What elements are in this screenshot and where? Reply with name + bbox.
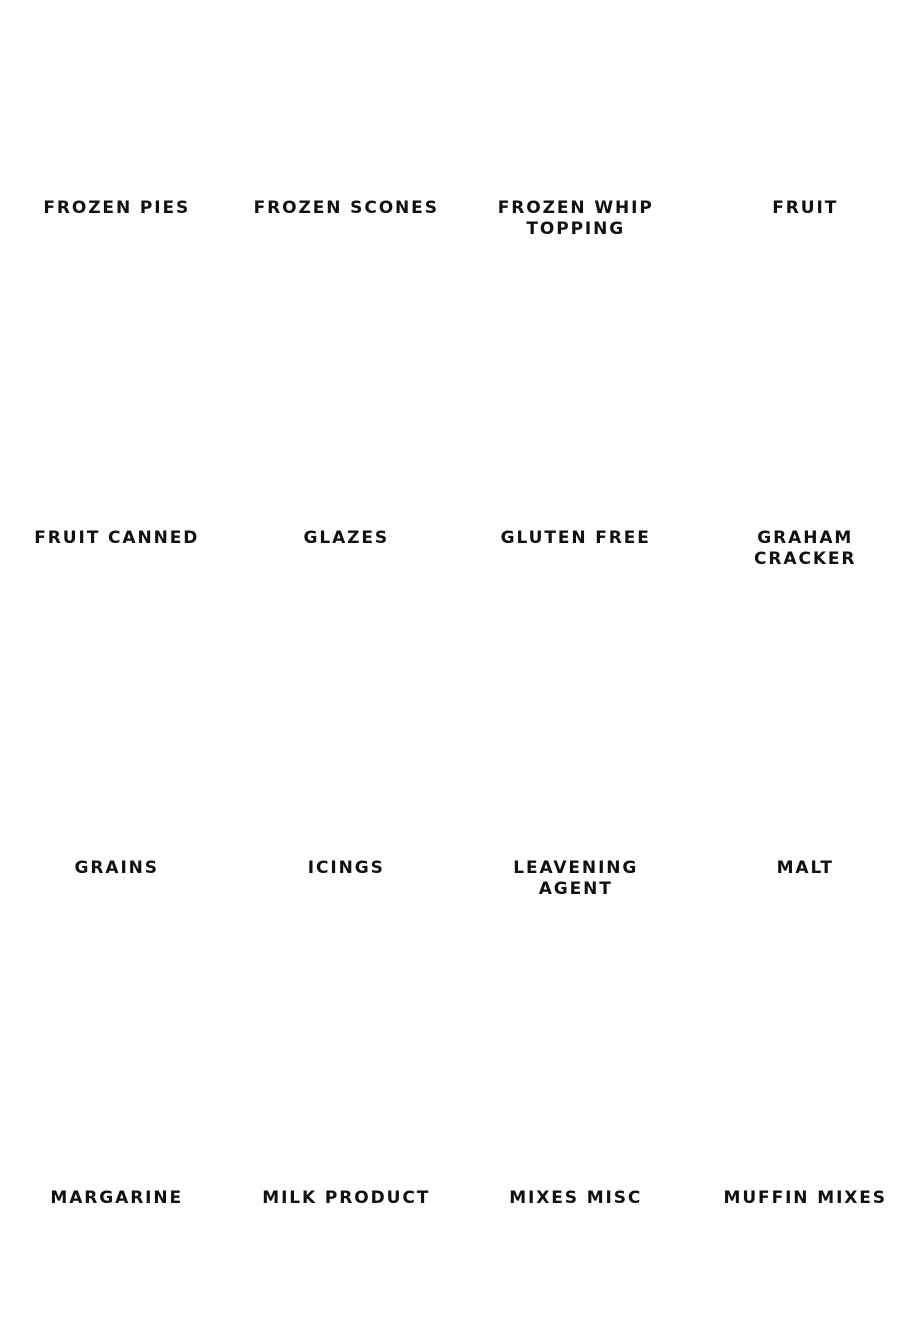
category-image[interactable] [20,680,214,840]
category-label[interactable]: FROZEN WHIP TOPPING [461,198,691,240]
category-tile-margarine[interactable] [2,990,232,1320]
category-tile-fruit[interactable] [691,0,910,330]
category-tile-mixes-misc[interactable] [461,990,691,1320]
category-label[interactable]: FROZEN PIES [2,198,232,219]
category-label[interactable]: LEAVENING AGENT [461,858,691,900]
category-tile-icings[interactable] [232,660,462,990]
category-tile-malt[interactable] [691,660,910,990]
category-image[interactable] [479,350,673,510]
category-label[interactable]: MILK PRODUCT [232,1188,462,1209]
category-tile-milk-product[interactable] [232,990,462,1320]
category-image[interactable] [709,680,903,840]
category-image[interactable] [709,1010,903,1170]
category-label[interactable]: ICINGS [232,858,462,879]
category-image[interactable] [479,20,673,180]
category-label[interactable]: MUFFIN MIXES [691,1188,910,1209]
category-tile-graham-cracker[interactable] [691,330,910,660]
category-label[interactable]: FRUIT [691,198,910,219]
category-label[interactable]: MIXES MISC [461,1188,691,1209]
category-tile-leavening-agent[interactable] [461,660,691,990]
category-label[interactable]: FRUIT CANNED [2,528,232,549]
category-image[interactable] [250,350,444,510]
category-label[interactable]: GLAZES [232,528,462,549]
category-image[interactable] [20,20,214,180]
category-image[interactable] [479,1010,673,1170]
category-tile-frozen-whip-topping[interactable] [461,0,691,330]
category-image[interactable] [250,20,444,180]
category-image[interactable] [709,20,903,180]
category-image[interactable] [20,350,214,510]
category-label[interactable]: GRAINS [2,858,232,879]
category-tile-frozen-pies[interactable] [2,0,232,330]
category-label[interactable]: MARGARINE [2,1188,232,1209]
category-label[interactable]: FROZEN SCONES [232,198,462,219]
category-tile-muffin-mixes[interactable] [691,990,910,1320]
category-image[interactable] [479,680,673,840]
category-label[interactable]: GRAHAM CRACKER [691,528,910,570]
category-tile-glazes[interactable] [232,330,462,660]
category-image[interactable] [20,1010,214,1170]
category-tile-grains[interactable] [2,660,232,990]
category-label[interactable]: MALT [691,858,910,879]
category-tile-fruit-canned[interactable] [2,330,232,660]
category-tile-frozen-scones[interactable] [232,0,462,330]
category-image[interactable] [709,350,903,510]
category-label[interactable]: GLUTEN FREE [461,528,691,549]
category-image[interactable] [250,1010,444,1170]
category-tile-gluten-free[interactable] [461,330,691,660]
category-image[interactable] [250,680,444,840]
